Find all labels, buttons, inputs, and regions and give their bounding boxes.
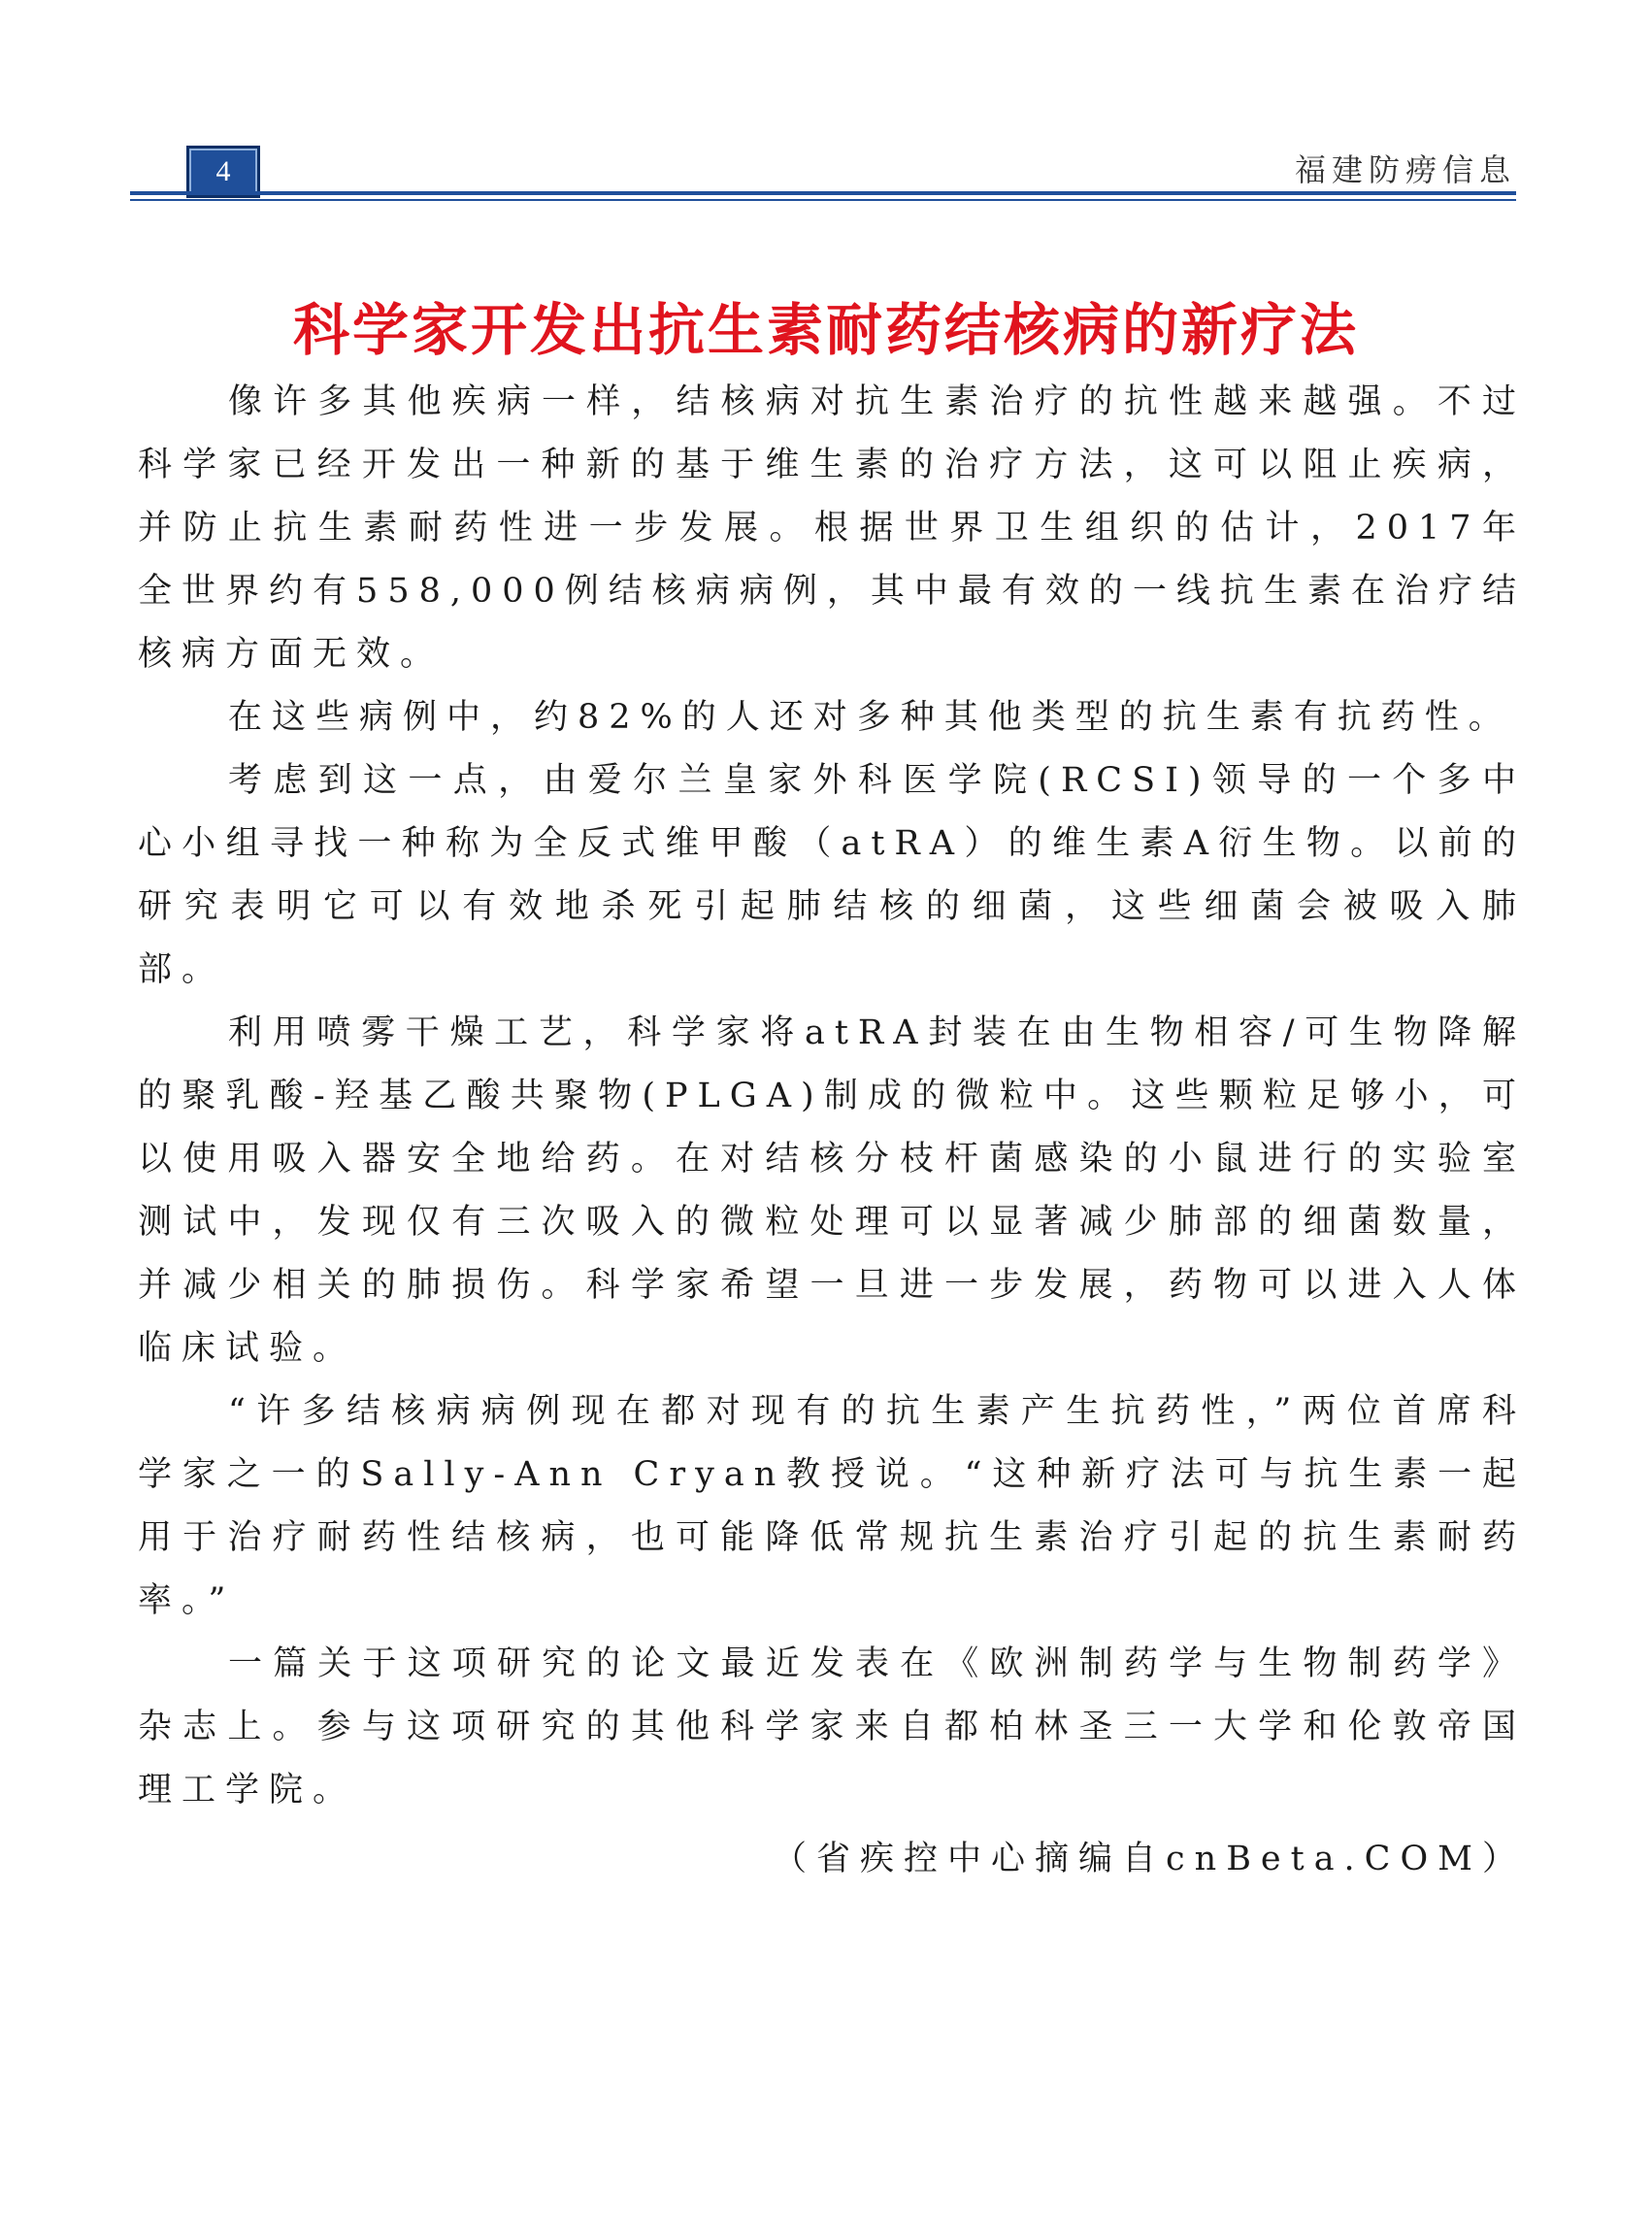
paragraph: 考虑到这一点，由爱尔兰皇家外科医学院(RCSI)领导的一个多中心小组寻找一种称为全反式维甲酸（atRA）的维生素A衍生物。以前的研究表明它可以有效地杀死引起肺结核的细菌，这些细菌会被吸入肺部。 [138,761,1526,989]
journal-name: 福建防痨信息 [1294,151,1516,188]
paragraph: 利用喷雾干燥工艺，科学家将atRA封装在由生物相容/可生物降解的聚乳酸-羟基乙酸共聚物(PLGA)制成的微粒中。这些颗粒足够小，可以使用吸入器安全地给药。在对结核分枝杆菌感染的小鼠进行的实验室测试中，发现仅有三次吸入的微粒处理可以显著减少肺部的细菌数量，并减少相关的肺损伤。科学家希望一旦进一步发展，药物可以进入人体临床试验。 [138,1013,1526,1368]
paragraph: 在这些病例中，约82%的人还对多种其他类型的抗生素有抗药性。 [228,698,1512,737]
source-credit: （省疾控中心摘编自cnBeta.COM） [773,1840,1526,1878]
paragraph: 一篇关于这项研究的论文最近发表在《欧洲制药学与生物制药学》杂志上。参与这项研究的其他科学家来自都柏林圣三一大学和伦敦帝国理工学院。 [138,1644,1526,1810]
header-rule [130,191,1516,195]
paragraph: “许多结核病病例现在都对现有的抗生素产生抗药性，”两位首席科学家之一的Sally-Ann Cryan教授说。“这种新疗法可与抗生素一起用于治疗耐药性结核病，也可能降低常规抗生素治疗引起的抗生素耐药率。” [138,1392,1526,1620]
header-rule-thin [130,199,1516,201]
article-body [138,371,1526,1891]
page-number: 4 [215,155,231,187]
paragraph: 像许多其他疾病一样，结核病对抗生素治疗的抗性越来越强。不过科学家已经开发出一种新的基于维生素的治疗方法，这可以阻止疾病，并防止抗生素耐药性进一步发展。根据世界卫生组织的估计，2017年全世界约有558,000例结核病病例，其中最有效的一线抗生素在治疗结核病方面无效。 [138,382,1526,674]
page-number-box [186,146,260,198]
article-title: 科学家开发出抗生素耐药结核病的新疗法 [292,296,1359,363]
page-header [0,0,1652,214]
